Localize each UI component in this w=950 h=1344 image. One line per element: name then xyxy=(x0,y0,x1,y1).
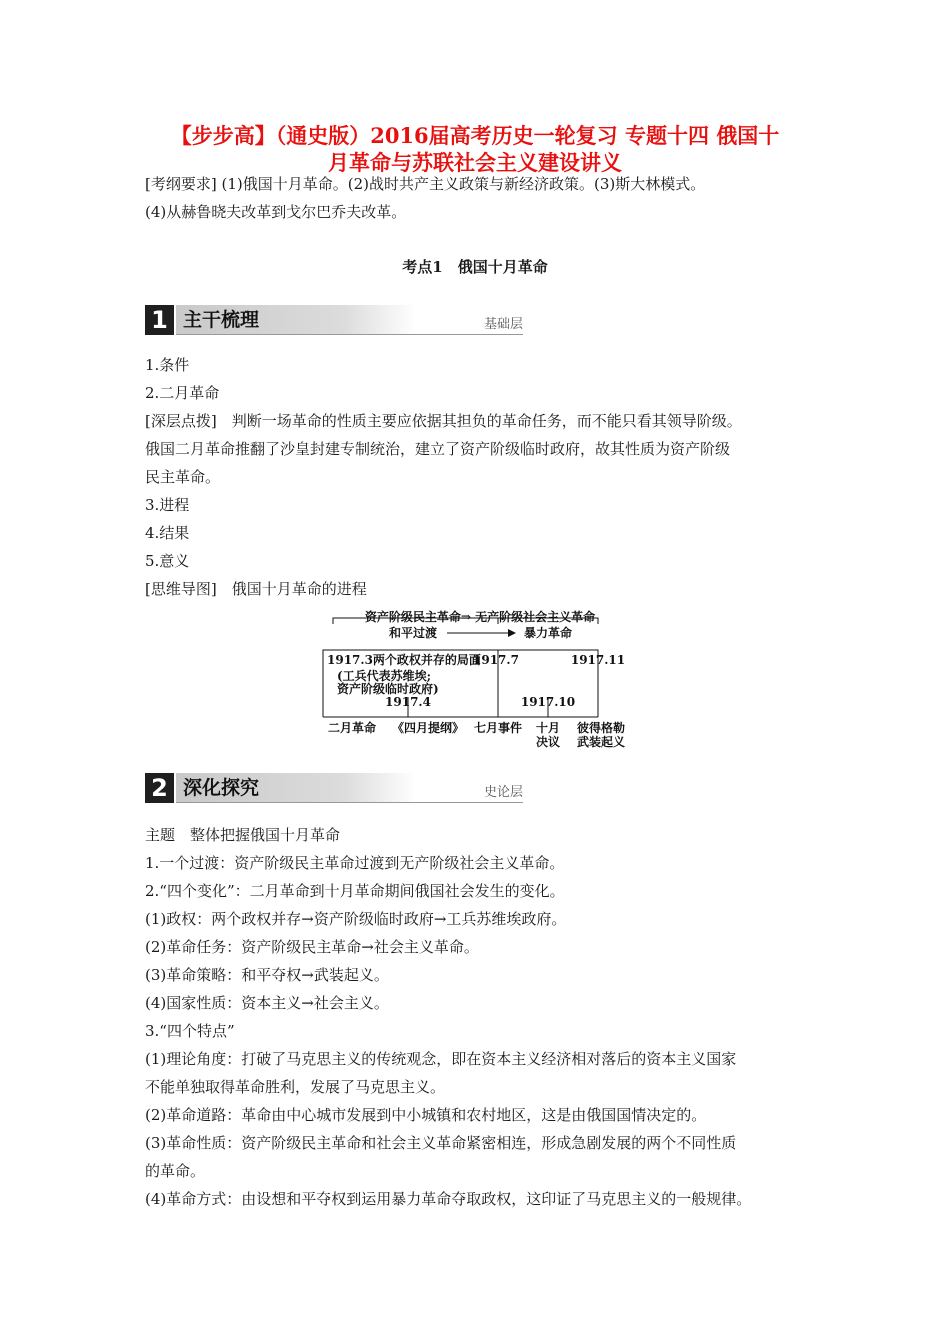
basics-line: 3.进程 xyxy=(145,496,190,514)
banner-rule xyxy=(176,334,523,335)
mindmap-date-3: 1917.11 xyxy=(570,653,626,667)
banner-title: 深化探究 xyxy=(183,777,260,799)
page-title xyxy=(120,122,830,176)
basics-line: 2.二月革命 xyxy=(145,384,220,402)
banner-number: 2 xyxy=(145,773,174,803)
syllabus-line-2: (4)从赫鲁晓夫改革到戈尔巴乔夫改革。 xyxy=(145,203,407,221)
syllabus-line-1: [考纲要求] (1)俄国十月革命。(2)战时共产主义政策与新经济政策。(3)斯大林模式。 xyxy=(145,175,706,193)
inquiry-line: (4)国家性质：资本主义→社会主义。 xyxy=(145,994,389,1012)
mindmap-event-1: 二月革命 xyxy=(327,721,377,735)
mindmap-event-5a: 彼得格勒 xyxy=(576,721,626,735)
mindmap-event-4a: 十月 xyxy=(535,721,561,735)
mindmap-event-3: 七月事件 xyxy=(473,721,523,735)
banner-title: 主干梳理 xyxy=(183,309,260,331)
banner-tag: 史论层 xyxy=(483,785,523,800)
mindmap-date-4: 1917.4 xyxy=(385,695,431,709)
banner-number: 1 xyxy=(145,305,174,335)
mindmap-date-5: 1917.10 xyxy=(520,695,576,709)
basics-line: 4.结果 xyxy=(145,524,190,542)
banner-tag: 基础层 xyxy=(483,317,523,332)
inquiry-line: (3)革命性质：资产阶级民主革命和社会主义革命紧密相连，形成急剧发展的两个不同性质 xyxy=(145,1134,737,1152)
inquiry-line: (3)革命策略：和平夺权→武装起义。 xyxy=(145,966,389,984)
mindmap-paren-1: (工兵代表苏维埃; xyxy=(337,669,432,683)
mindmap-diagram xyxy=(315,602,645,750)
inquiry-content xyxy=(145,821,825,1213)
inquiry-line: 2.“四个变化”：二月革命到十月革命期间俄国社会发生的变化。 xyxy=(145,882,565,900)
inquiry-line: (2)革命任务：资产阶级民主革命→社会主义革命。 xyxy=(145,938,479,956)
syllabus xyxy=(145,170,825,226)
mindmap-event-5b: 武装起义 xyxy=(576,735,626,749)
basics-content xyxy=(145,351,825,603)
banner-basics xyxy=(145,303,523,337)
inquiry-line: (1)政权：两个政权并存→资产阶级临时政府→工兵苏维埃政府。 xyxy=(145,910,567,928)
basics-line: 民主革命。 xyxy=(145,468,221,486)
inquiry-line: 不能单独取得革命胜利，发展了马克思主义。 xyxy=(145,1078,446,1096)
mindmap-violent: 暴力革命 xyxy=(523,626,573,640)
mindmap-event-2: 《四月提纲》 xyxy=(391,721,465,735)
basics-line: 俄国二月革命推翻了沙皇封建专制统治，建立了资产阶级临时政府，故其性质为资产阶级 xyxy=(145,440,731,458)
mindmap-event-4b: 决议 xyxy=(535,735,561,749)
mindmap-date-2: 1917.7 xyxy=(473,653,519,667)
inquiry-line: 3.“四个特点” xyxy=(145,1022,235,1040)
title-line-2: 月革命与苏联社会主义建设讲义 xyxy=(328,150,622,175)
mindmap-paren-2: 资产阶级临时政府) xyxy=(337,682,439,696)
inquiry-line: 的革命。 xyxy=(145,1162,206,1180)
mindmap-peaceful: 和平过渡 xyxy=(388,626,438,640)
inquiry-line: (1)理论角度：打破了马克思主义的传统观念，即在资本主义经济相对落后的资本主义国家 xyxy=(145,1050,737,1068)
banner-inquiry xyxy=(145,771,523,805)
inquiry-line: (2)革命道路：革命由中心城市发展到中小城镇和农村地区，这是由俄国国情决定的。 xyxy=(145,1106,707,1124)
banner-rule xyxy=(176,802,523,803)
inquiry-line: 主题 整体把握俄国十月革命 xyxy=(145,826,341,844)
inquiry-line: (4)革命方式：由设想和平夺权到运用暴力革命夺取政权，这印证了马克思主义的一般规律。 xyxy=(145,1190,752,1208)
basics-line: 5.意义 xyxy=(145,552,190,570)
basics-line: [深层点拨] 判断一场革命的性质主要应依据其担负的革命任务，而不能只看其领导阶级。 xyxy=(145,412,742,430)
inquiry-line: 1.一个过渡：资产阶级民主革命过渡到无产阶级社会主义革命。 xyxy=(145,854,565,872)
basics-line: 1.条件 xyxy=(145,356,190,374)
mindmap-date-1: 1917.3两个政权并存的局面 xyxy=(327,653,481,667)
section-title: 考点1 俄国十月革命 xyxy=(402,258,548,276)
basics-line: [思维导图] 俄国十月革命的进程 xyxy=(145,580,367,598)
mindmap-top-label: 资产阶级民主革命⇒ 无产阶级社会主义革命 xyxy=(364,610,596,624)
title-line-1: 【步步高】（通史版）2016届高考历史一轮复习 专题十四 俄国十 xyxy=(170,123,780,148)
